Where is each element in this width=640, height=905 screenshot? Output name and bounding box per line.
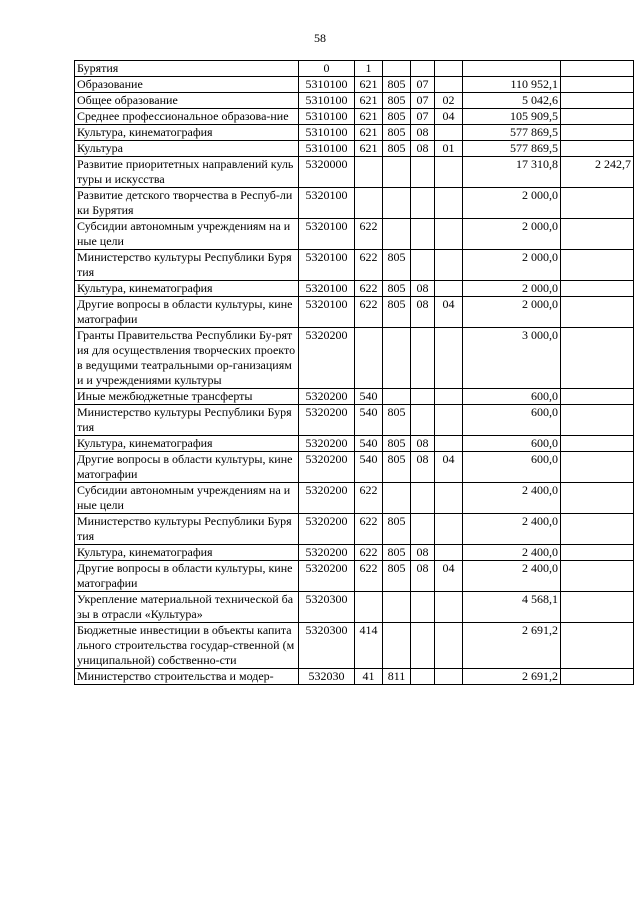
cell-vr: 622 xyxy=(355,219,383,250)
cell-name: Другие вопросы в области культуры, кинематографии xyxy=(75,297,299,328)
cell-rz xyxy=(411,389,435,405)
cell-name: Среднее профессиональное образова-ние xyxy=(75,109,299,125)
cell-vr: 540 xyxy=(355,405,383,436)
cell-csr: 5320300 xyxy=(299,592,355,623)
cell-csr: 5320200 xyxy=(299,561,355,592)
cell-grbs xyxy=(383,61,411,77)
cell-name: Другие вопросы в области культуры, кинематографии xyxy=(75,452,299,483)
table-row xyxy=(75,669,634,685)
cell-csr: 532030 xyxy=(299,669,355,685)
cell-sum: 105 909,5 xyxy=(463,109,561,125)
cell-sum: 600,0 xyxy=(463,405,561,436)
budget-table xyxy=(74,60,634,685)
cell-grbs: 805 xyxy=(383,561,411,592)
table-row xyxy=(75,297,634,328)
cell-pr xyxy=(435,157,463,188)
cell-grbs: 805 xyxy=(383,250,411,281)
cell-rz: 08 xyxy=(411,125,435,141)
cell-sum2 xyxy=(561,297,634,328)
table-row xyxy=(75,389,634,405)
cell-vr: 621 xyxy=(355,141,383,157)
table-row xyxy=(75,219,634,250)
cell-pr xyxy=(435,328,463,389)
cell-pr xyxy=(435,545,463,561)
cell-vr: 1 xyxy=(355,61,383,77)
cell-vr: 622 xyxy=(355,545,383,561)
cell-csr: 0 xyxy=(299,61,355,77)
cell-rz: 07 xyxy=(411,93,435,109)
cell-pr: 04 xyxy=(435,297,463,328)
cell-name: Культура, кинематография xyxy=(75,125,299,141)
cell-sum2 xyxy=(561,592,634,623)
cell-vr xyxy=(355,328,383,389)
cell-sum: 600,0 xyxy=(463,452,561,483)
cell-sum: 2 400,0 xyxy=(463,545,561,561)
cell-sum2 xyxy=(561,452,634,483)
cell-csr: 5320100 xyxy=(299,188,355,219)
cell-rz xyxy=(411,157,435,188)
cell-csr: 5320200 xyxy=(299,452,355,483)
table-row xyxy=(75,436,634,452)
cell-sum: 577 869,5 xyxy=(463,141,561,157)
cell-csr: 5310100 xyxy=(299,141,355,157)
cell-csr: 5310100 xyxy=(299,77,355,93)
cell-name: Культура xyxy=(75,141,299,157)
cell-grbs: 805 xyxy=(383,405,411,436)
cell-name: Другие вопросы в области культуры, кинематографии xyxy=(75,561,299,592)
cell-grbs: 805 xyxy=(383,125,411,141)
cell-sum2 xyxy=(561,141,634,157)
cell-grbs xyxy=(383,623,411,669)
cell-name: Бурятия xyxy=(75,61,299,77)
cell-vr xyxy=(355,157,383,188)
cell-sum2 xyxy=(561,561,634,592)
cell-grbs xyxy=(383,188,411,219)
cell-grbs xyxy=(383,483,411,514)
cell-pr xyxy=(435,219,463,250)
cell-pr xyxy=(435,77,463,93)
cell-rz: 08 xyxy=(411,436,435,452)
cell-vr: 41 xyxy=(355,669,383,685)
cell-sum: 2 400,0 xyxy=(463,561,561,592)
cell-grbs: 805 xyxy=(383,77,411,93)
table-row xyxy=(75,93,634,109)
table-row xyxy=(75,250,634,281)
cell-vr: 622 xyxy=(355,250,383,281)
table-row xyxy=(75,281,634,297)
cell-pr xyxy=(435,389,463,405)
cell-vr: 621 xyxy=(355,125,383,141)
cell-rz xyxy=(411,328,435,389)
cell-sum2 xyxy=(561,77,634,93)
table-row xyxy=(75,405,634,436)
cell-pr xyxy=(435,125,463,141)
cell-csr: 5320100 xyxy=(299,250,355,281)
cell-rz xyxy=(411,592,435,623)
cell-vr: 622 xyxy=(355,281,383,297)
table-row xyxy=(75,561,634,592)
cell-sum: 577 869,5 xyxy=(463,125,561,141)
cell-pr xyxy=(435,61,463,77)
cell-pr xyxy=(435,483,463,514)
cell-csr: 5320200 xyxy=(299,483,355,514)
cell-pr xyxy=(435,281,463,297)
cell-pr xyxy=(435,669,463,685)
cell-pr xyxy=(435,514,463,545)
table-row xyxy=(75,545,634,561)
cell-pr xyxy=(435,188,463,219)
cell-sum: 2 691,2 xyxy=(463,623,561,669)
cell-sum: 2 000,0 xyxy=(463,297,561,328)
cell-name: Министерство строительства и модер- xyxy=(75,669,299,685)
cell-vr: 540 xyxy=(355,436,383,452)
table-row xyxy=(75,125,634,141)
cell-csr: 5320000 xyxy=(299,157,355,188)
cell-pr xyxy=(435,250,463,281)
table-row xyxy=(75,141,634,157)
cell-sum: 17 310,8 xyxy=(463,157,561,188)
cell-sum: 2 400,0 xyxy=(463,483,561,514)
table-row xyxy=(75,592,634,623)
cell-sum2 xyxy=(561,250,634,281)
cell-sum2 xyxy=(561,61,634,77)
cell-csr: 5320300 xyxy=(299,623,355,669)
cell-vr: 540 xyxy=(355,389,383,405)
table-row xyxy=(75,623,634,669)
cell-name: Министерство культуры Республики Бурятия xyxy=(75,405,299,436)
cell-rz: 08 xyxy=(411,545,435,561)
table-row xyxy=(75,328,634,389)
cell-sum2 xyxy=(561,389,634,405)
cell-pr: 04 xyxy=(435,452,463,483)
cell-sum2 xyxy=(561,281,634,297)
cell-csr: 5320200 xyxy=(299,405,355,436)
cell-rz xyxy=(411,250,435,281)
cell-sum: 600,0 xyxy=(463,436,561,452)
cell-sum2 xyxy=(561,405,634,436)
cell-grbs: 805 xyxy=(383,109,411,125)
cell-rz: 08 xyxy=(411,281,435,297)
cell-sum2 xyxy=(561,669,634,685)
cell-grbs: 811 xyxy=(383,669,411,685)
cell-sum2 xyxy=(561,436,634,452)
cell-sum2: 2 242,7 xyxy=(561,157,634,188)
cell-grbs xyxy=(383,328,411,389)
cell-pr: 02 xyxy=(435,93,463,109)
cell-sum: 600,0 xyxy=(463,389,561,405)
cell-vr xyxy=(355,592,383,623)
cell-sum: 2 000,0 xyxy=(463,188,561,219)
cell-name: Министерство культуры Республики Бурятия xyxy=(75,514,299,545)
cell-csr: 5310100 xyxy=(299,93,355,109)
cell-sum: 3 000,0 xyxy=(463,328,561,389)
cell-csr: 5320200 xyxy=(299,514,355,545)
table-row xyxy=(75,452,634,483)
cell-grbs: 805 xyxy=(383,141,411,157)
cell-rz: 08 xyxy=(411,561,435,592)
cell-csr: 5320200 xyxy=(299,436,355,452)
cell-grbs xyxy=(383,389,411,405)
cell-vr: 621 xyxy=(355,93,383,109)
cell-csr: 5320100 xyxy=(299,297,355,328)
cell-sum: 110 952,1 xyxy=(463,77,561,93)
cell-vr: 621 xyxy=(355,109,383,125)
table-row xyxy=(75,157,634,188)
cell-pr: 04 xyxy=(435,109,463,125)
cell-sum2 xyxy=(561,623,634,669)
cell-rz xyxy=(411,405,435,436)
cell-sum: 2 000,0 xyxy=(463,281,561,297)
cell-grbs: 805 xyxy=(383,436,411,452)
cell-name: Субсидии автономным учреждениям на иные цели xyxy=(75,483,299,514)
cell-name: Культура, кинематография xyxy=(75,281,299,297)
cell-sum: 2 400,0 xyxy=(463,514,561,545)
cell-csr: 5320200 xyxy=(299,545,355,561)
cell-sum2 xyxy=(561,188,634,219)
cell-pr xyxy=(435,405,463,436)
cell-name: Образование xyxy=(75,77,299,93)
cell-sum: 2 691,2 xyxy=(463,669,561,685)
cell-grbs xyxy=(383,219,411,250)
cell-pr: 01 xyxy=(435,141,463,157)
cell-rz: 07 xyxy=(411,109,435,125)
cell-sum2 xyxy=(561,93,634,109)
cell-vr: 622 xyxy=(355,297,383,328)
cell-sum2 xyxy=(561,109,634,125)
cell-rz xyxy=(411,188,435,219)
cell-rz: 08 xyxy=(411,452,435,483)
cell-rz xyxy=(411,623,435,669)
cell-name: Министерство культуры Республики Бурятия xyxy=(75,250,299,281)
cell-grbs xyxy=(383,157,411,188)
cell-csr: 5320200 xyxy=(299,328,355,389)
table-row xyxy=(75,77,634,93)
cell-grbs: 805 xyxy=(383,93,411,109)
cell-sum2 xyxy=(561,219,634,250)
cell-name: Развитие приоритетных направлений культуры и искусства xyxy=(75,157,299,188)
table-row xyxy=(75,483,634,514)
table-row xyxy=(75,514,634,545)
cell-rz: 07 xyxy=(411,77,435,93)
cell-sum: 2 000,0 xyxy=(463,250,561,281)
cell-sum xyxy=(463,61,561,77)
cell-grbs: 805 xyxy=(383,297,411,328)
cell-rz xyxy=(411,514,435,545)
cell-name: Укрепление материальной технической базы в отрасли «Культура» xyxy=(75,592,299,623)
cell-sum: 4 568,1 xyxy=(463,592,561,623)
cell-csr: 5320100 xyxy=(299,281,355,297)
cell-vr: 622 xyxy=(355,561,383,592)
cell-name: Бюджетные инвестиции в объекты капитального строительства государ-ственной (муниципальной) собственно-сти xyxy=(75,623,299,669)
cell-rz xyxy=(411,219,435,250)
cell-vr: 414 xyxy=(355,623,383,669)
cell-sum2 xyxy=(561,545,634,561)
cell-sum2 xyxy=(561,125,634,141)
cell-sum2 xyxy=(561,514,634,545)
cell-rz xyxy=(411,669,435,685)
cell-name: Общее образование xyxy=(75,93,299,109)
cell-pr xyxy=(435,623,463,669)
cell-grbs: 805 xyxy=(383,514,411,545)
cell-vr: 622 xyxy=(355,514,383,545)
cell-grbs: 805 xyxy=(383,281,411,297)
cell-name: Гранты Правительства Республики Бу-рятия для осуществления творческих проектов ведущими театральными ор-ганизациями и учреждениями культуры xyxy=(75,328,299,389)
cell-name: Развитие детского творчества в Респуб-лики Бурятия xyxy=(75,188,299,219)
cell-name: Культура, кинематография xyxy=(75,436,299,452)
table-row xyxy=(75,109,634,125)
cell-vr: 540 xyxy=(355,452,383,483)
table-row xyxy=(75,188,634,219)
cell-rz xyxy=(411,61,435,77)
cell-csr: 5320100 xyxy=(299,219,355,250)
cell-grbs: 805 xyxy=(383,545,411,561)
cell-vr: 622 xyxy=(355,483,383,514)
cell-csr: 5320200 xyxy=(299,389,355,405)
cell-sum: 2 000,0 xyxy=(463,219,561,250)
cell-name: Субсидии автономным учреждениям на иные цели xyxy=(75,219,299,250)
cell-pr: 04 xyxy=(435,561,463,592)
page-number: 58 xyxy=(314,31,326,45)
cell-csr: 5310100 xyxy=(299,109,355,125)
cell-sum2 xyxy=(561,328,634,389)
cell-vr: 621 xyxy=(355,77,383,93)
cell-grbs xyxy=(383,592,411,623)
cell-rz xyxy=(411,483,435,514)
table-body xyxy=(75,61,634,685)
cell-vr xyxy=(355,188,383,219)
cell-pr xyxy=(435,436,463,452)
cell-sum2 xyxy=(561,483,634,514)
cell-sum: 5 042,6 xyxy=(463,93,561,109)
table-row xyxy=(75,61,634,77)
cell-name: Культура, кинематография xyxy=(75,545,299,561)
cell-csr: 5310100 xyxy=(299,125,355,141)
cell-pr xyxy=(435,592,463,623)
cell-grbs: 805 xyxy=(383,452,411,483)
cell-rz: 08 xyxy=(411,297,435,328)
cell-rz: 08 xyxy=(411,141,435,157)
cell-name: Иные межбюджетные трансферты xyxy=(75,389,299,405)
